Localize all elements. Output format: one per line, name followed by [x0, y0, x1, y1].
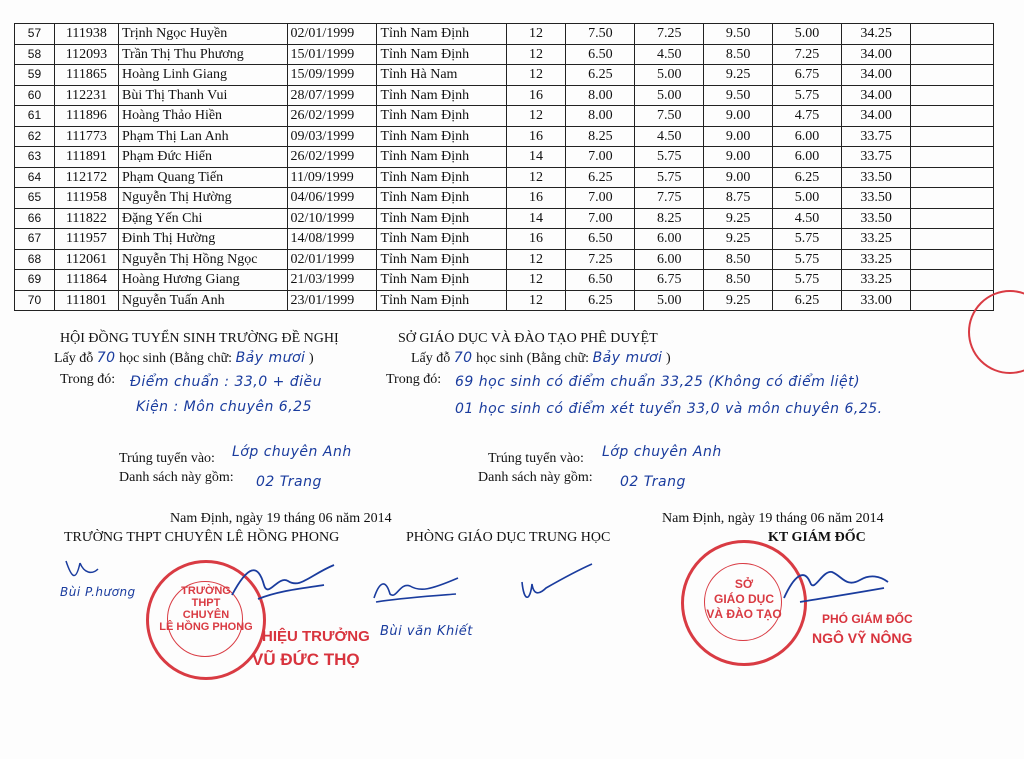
birth-date: 04/06/1999 — [287, 188, 377, 209]
table-row — [15, 44, 994, 65]
score-4: 4.75 — [773, 106, 842, 127]
student-name: Bùi Thị Thanh Vui — [119, 85, 288, 106]
council-trong-do-label: Trong đó: — [60, 372, 116, 387]
class-code: 12 — [506, 106, 566, 127]
row-number: 67 — [15, 229, 55, 250]
score-4: 7.25 — [773, 44, 842, 65]
total-score: 34.25 — [841, 24, 910, 45]
note-cell — [911, 106, 994, 127]
council-class-hand: Lớp chuyên Anh — [232, 444, 352, 460]
birth-date: 14/08/1999 — [287, 229, 377, 250]
total-score: 33.75 — [841, 147, 910, 168]
dept-admit-count-hand: 70 — [453, 350, 473, 366]
dept-note-line-2: 01 học sinh có điểm xét tuyển 33,0 và môn chuyên 6,25. — [455, 401, 883, 417]
class-code: 12 — [506, 270, 566, 291]
student-name: Trần Thị Thu Phương — [119, 44, 288, 65]
student-name: Hoàng Hương Giang — [119, 270, 288, 291]
note-cell — [911, 229, 994, 250]
class-code: 12 — [506, 65, 566, 86]
class-code: 12 — [506, 290, 566, 311]
score-4: 6.25 — [773, 167, 842, 188]
note-cell — [911, 208, 994, 229]
note-cell — [911, 44, 994, 65]
score-4: 5.75 — [773, 249, 842, 270]
admit-count-hand: 70 — [96, 350, 116, 366]
birth-date: 15/09/1999 — [287, 65, 377, 86]
birth-place: Tỉnh Hà Nam — [377, 65, 506, 86]
row-number: 66 — [15, 208, 55, 229]
student-name: Đặng Yến Chi — [119, 208, 288, 229]
dept-class-hand: Lớp chuyên Anh — [602, 444, 722, 460]
score-2: 5.75 — [635, 167, 704, 188]
table-row — [15, 290, 994, 311]
note-cell — [911, 126, 994, 147]
candidate-id: 111822 — [54, 208, 118, 229]
score-2: 5.00 — [635, 290, 704, 311]
birth-date: 28/07/1999 — [287, 85, 377, 106]
score-2: 5.00 — [635, 85, 704, 106]
school-label: TRƯỜNG THPT CHUYÊN LÊ HỒNG PHONG — [64, 530, 340, 545]
student-name: Đinh Thị Hường — [119, 229, 288, 250]
candidate-id: 111958 — [54, 188, 118, 209]
table-row — [15, 208, 994, 229]
score-1: 6.50 — [566, 44, 635, 65]
score-4: 4.50 — [773, 208, 842, 229]
class-code: 12 — [506, 249, 566, 270]
candidate-id: 111801 — [54, 290, 118, 311]
score-1: 7.00 — [566, 147, 635, 168]
row-number: 61 — [15, 106, 55, 127]
score-3: 8.50 — [704, 44, 773, 65]
birth-date: 02/10/1999 — [287, 208, 377, 229]
student-name: Nguyễn Tuấn Anh — [119, 290, 288, 311]
score-4: 5.75 — [773, 229, 842, 250]
table-row — [15, 229, 994, 250]
table-row — [15, 188, 994, 209]
row-number: 57 — [15, 24, 55, 45]
results-table — [14, 23, 994, 311]
score-3: 9.00 — [704, 167, 773, 188]
council-pages-hand: 02 Trang — [256, 474, 322, 490]
dept-initial-signature — [516, 562, 596, 610]
birth-place: Tỉnh Nam Định — [377, 167, 506, 188]
dept-pages-hand: 02 Trang — [620, 474, 686, 490]
birth-place: Tỉnh Nam Định — [377, 290, 506, 311]
dept-signer-hand: Bùi văn Khiết — [380, 624, 473, 639]
row-number: 63 — [15, 147, 55, 168]
score-1: 7.00 — [566, 208, 635, 229]
dept-office-label: PHÒNG GIÁO DỤC TRUNG HỌC — [406, 530, 611, 545]
total-score: 33.75 — [841, 126, 910, 147]
score-1: 7.25 — [566, 249, 635, 270]
row-number: 68 — [15, 249, 55, 270]
principal-title: HIỆU TRƯỞNG — [262, 628, 370, 645]
birth-date: 21/03/1999 — [287, 270, 377, 291]
score-3: 8.75 — [704, 188, 773, 209]
student-name: Trịnh Ngọc Huyền — [119, 24, 288, 45]
admit-mid: học sinh (Bằng chữ: — [119, 351, 233, 366]
council-pages-label: Danh sách này gồm: — [119, 470, 234, 485]
birth-date: 11/09/1999 — [287, 167, 377, 188]
score-4: 6.25 — [773, 290, 842, 311]
score-2: 7.25 — [635, 24, 704, 45]
birth-place: Tỉnh Nam Định — [377, 24, 506, 45]
birth-place: Tỉnh Nam Định — [377, 249, 506, 270]
council-note-line-2: Kiện : Môn chuyên 6,25 — [136, 399, 312, 415]
row-number: 62 — [15, 126, 55, 147]
council-class-label: Trúng tuyển vào: — [119, 451, 215, 466]
class-code: 12 — [506, 167, 566, 188]
student-name: Hoàng Thảo Hiền — [119, 106, 288, 127]
score-4: 5.75 — [773, 270, 842, 291]
student-name: Nguyễn Thị Hồng Ngọc — [119, 249, 288, 270]
table-row — [15, 167, 994, 188]
council-heading: HỘI ĐỒNG TUYỂN SINH TRƯỜNG ĐỀ NGHỊ — [60, 331, 339, 346]
table-row — [15, 106, 994, 127]
candidate-id: 112061 — [54, 249, 118, 270]
class-code: 12 — [506, 44, 566, 65]
score-3: 9.00 — [704, 126, 773, 147]
note-cell — [911, 270, 994, 291]
council-admit-line — [54, 350, 314, 367]
score-1: 6.25 — [566, 290, 635, 311]
class-code: 12 — [506, 24, 566, 45]
class-code: 16 — [506, 229, 566, 250]
score-3: 9.50 — [704, 85, 773, 106]
results-table-body — [15, 24, 994, 311]
deputy-title: PHÓ GIÁM ĐỐC — [822, 612, 913, 626]
candidate-id: 112231 — [54, 85, 118, 106]
birth-place: Tỉnh Nam Định — [377, 106, 506, 127]
score-1: 6.25 — [566, 65, 635, 86]
dept-heading: SỞ GIÁO DỤC VÀ ĐÀO TẠO PHÊ DUYỆT — [398, 331, 658, 346]
total-score: 34.00 — [841, 65, 910, 86]
score-4: 5.00 — [773, 24, 842, 45]
student-name: Phạm Đức Hiển — [119, 147, 288, 168]
total-score: 34.00 — [841, 106, 910, 127]
stamp-line: THPT — [191, 597, 221, 609]
stamp-line: TRƯỜNG — [181, 585, 231, 597]
score-2: 7.50 — [635, 106, 704, 127]
row-number: 69 — [15, 270, 55, 291]
dept-admit-prefix: Lấy đỗ — [411, 351, 451, 366]
candidate-id: 111865 — [54, 65, 118, 86]
class-code: 16 — [506, 85, 566, 106]
score-2: 8.25 — [635, 208, 704, 229]
score-2: 6.75 — [635, 270, 704, 291]
class-code: 16 — [506, 126, 566, 147]
row-number: 70 — [15, 290, 55, 311]
student-name: Phạm Thị Lan Anh — [119, 126, 288, 147]
deputy-name: NGÔ VỸ NÔNG — [812, 630, 913, 646]
score-4: 6.75 — [773, 65, 842, 86]
dept-admit-suffix: ) — [665, 351, 671, 366]
principal-signature — [228, 555, 338, 615]
score-3: 9.50 — [704, 24, 773, 45]
dept-admit-words-hand: Bảy mươi — [592, 350, 663, 366]
principal-name: VŨ ĐỨC THỌ — [252, 650, 360, 669]
birth-place: Tỉnh Nam Định — [377, 188, 506, 209]
dept-note-line-1: 69 học sinh có điểm chuẩn 33,25 (Không có điểm liệt) — [455, 374, 861, 390]
row-number: 64 — [15, 167, 55, 188]
birth-date: 15/01/1999 — [287, 44, 377, 65]
birth-date: 02/01/1999 — [287, 24, 377, 45]
class-code: 14 — [506, 208, 566, 229]
score-4: 6.00 — [773, 126, 842, 147]
table-row — [15, 85, 994, 106]
student-name: Hoàng Linh Giang — [119, 65, 288, 86]
birth-place: Tỉnh Nam Định — [377, 126, 506, 147]
deputy-signature — [780, 558, 890, 614]
score-1: 6.25 — [566, 167, 635, 188]
score-3: 9.25 — [704, 290, 773, 311]
row-number: 59 — [15, 65, 55, 86]
birth-date: 26/02/1999 — [287, 147, 377, 168]
note-cell — [911, 188, 994, 209]
stamp-line: LÊ HỒNG PHONG — [159, 621, 253, 633]
score-3: 9.25 — [704, 208, 773, 229]
dept-pages-label: Danh sách này gồm: — [478, 470, 593, 485]
dept-admit-mid: học sinh (Bằng chữ: — [476, 351, 590, 366]
total-score: 33.25 — [841, 229, 910, 250]
score-4: 5.00 — [773, 188, 842, 209]
score-3: 9.25 — [704, 65, 773, 86]
score-2: 7.75 — [635, 188, 704, 209]
score-1: 7.50 — [566, 24, 635, 45]
note-cell — [911, 167, 994, 188]
birth-place: Tỉnh Nam Định — [377, 270, 506, 291]
total-score: 34.00 — [841, 44, 910, 65]
total-score: 33.50 — [841, 208, 910, 229]
note-cell — [911, 65, 994, 86]
stamp-line: CHUYÊN — [182, 609, 230, 621]
birth-place: Tỉnh Nam Định — [377, 85, 506, 106]
left-signer-hand: Bùi P.hương — [60, 585, 136, 599]
council-note-line-1: Điểm chuẩn : 33,0 + điều — [130, 374, 323, 390]
row-number: 60 — [15, 85, 55, 106]
table-row — [15, 65, 994, 86]
stamp-line: GIÁO DỤC — [714, 592, 774, 606]
score-4: 5.75 — [773, 85, 842, 106]
birth-place: Tỉnh Nam Định — [377, 229, 506, 250]
birth-date: 23/01/1999 — [287, 290, 377, 311]
score-1: 8.00 — [566, 85, 635, 106]
row-number: 58 — [15, 44, 55, 65]
score-1: 8.25 — [566, 126, 635, 147]
score-1: 6.50 — [566, 270, 635, 291]
total-score: 33.00 — [841, 290, 910, 311]
table-row — [15, 126, 994, 147]
candidate-id: 111957 — [54, 229, 118, 250]
admit-prefix: Lấy đỗ — [54, 351, 94, 366]
candidate-id: 111938 — [54, 24, 118, 45]
score-2: 4.50 — [635, 126, 704, 147]
admit-words-hand: Bảy mươi — [235, 350, 306, 366]
stamp-line: SỞ — [734, 577, 754, 591]
note-cell — [911, 24, 994, 45]
birth-place: Tỉnh Nam Định — [377, 208, 506, 229]
table-row — [15, 24, 994, 45]
class-code: 16 — [506, 188, 566, 209]
candidate-id: 111864 — [54, 270, 118, 291]
dept-signature — [370, 570, 460, 610]
candidate-id: 111896 — [54, 106, 118, 127]
score-1: 8.00 — [566, 106, 635, 127]
candidate-id: 111773 — [54, 126, 118, 147]
admit-suffix: ) — [308, 351, 314, 366]
candidate-id: 112093 — [54, 44, 118, 65]
total-score: 33.25 — [841, 270, 910, 291]
birth-date: 26/02/1999 — [287, 106, 377, 127]
score-3: 8.50 — [704, 249, 773, 270]
note-cell — [911, 147, 994, 168]
score-3: 9.00 — [704, 147, 773, 168]
birth-place: Tỉnh Nam Định — [377, 147, 506, 168]
left-initial-signature — [62, 555, 102, 585]
birth-place: Tỉnh Nam Định — [377, 44, 506, 65]
total-score: 33.50 — [841, 167, 910, 188]
director-label: KT GIÁM ĐỐC — [768, 530, 866, 545]
dept-trong-do-label: Trong đó: — [386, 372, 442, 387]
score-2: 5.00 — [635, 65, 704, 86]
birth-date: 02/01/1999 — [287, 249, 377, 270]
table-row — [15, 147, 994, 168]
total-score: 33.25 — [841, 249, 910, 270]
student-name: Phạm Quang Tiến — [119, 167, 288, 188]
student-name: Nguyễn Thị Hường — [119, 188, 288, 209]
score-2: 6.00 — [635, 229, 704, 250]
score-3: 9.25 — [704, 229, 773, 250]
score-3: 9.00 — [704, 106, 773, 127]
note-cell — [911, 85, 994, 106]
date-left: Nam Định, ngày 19 tháng 06 năm 2014 — [170, 511, 392, 526]
date-right: Nam Định, ngày 19 tháng 06 năm 2014 — [662, 511, 884, 526]
score-2: 4.50 — [635, 44, 704, 65]
table-row — [15, 249, 994, 270]
birth-date: 09/03/1999 — [287, 126, 377, 147]
stamp-line: VÀ ĐÀO TẠO — [706, 607, 782, 621]
candidate-id: 111891 — [54, 147, 118, 168]
table-row — [15, 270, 994, 291]
score-1: 7.00 — [566, 188, 635, 209]
score-2: 6.00 — [635, 249, 704, 270]
candidate-id: 112172 — [54, 167, 118, 188]
score-1: 6.50 — [566, 229, 635, 250]
dept-admit-line — [411, 350, 671, 367]
row-number: 65 — [15, 188, 55, 209]
dept-class-label: Trúng tuyển vào: — [488, 451, 584, 466]
class-code: 14 — [506, 147, 566, 168]
score-3: 8.50 — [704, 270, 773, 291]
note-cell — [911, 249, 994, 270]
total-score: 34.00 — [841, 85, 910, 106]
score-4: 6.00 — [773, 147, 842, 168]
score-2: 5.75 — [635, 147, 704, 168]
total-score: 33.50 — [841, 188, 910, 209]
